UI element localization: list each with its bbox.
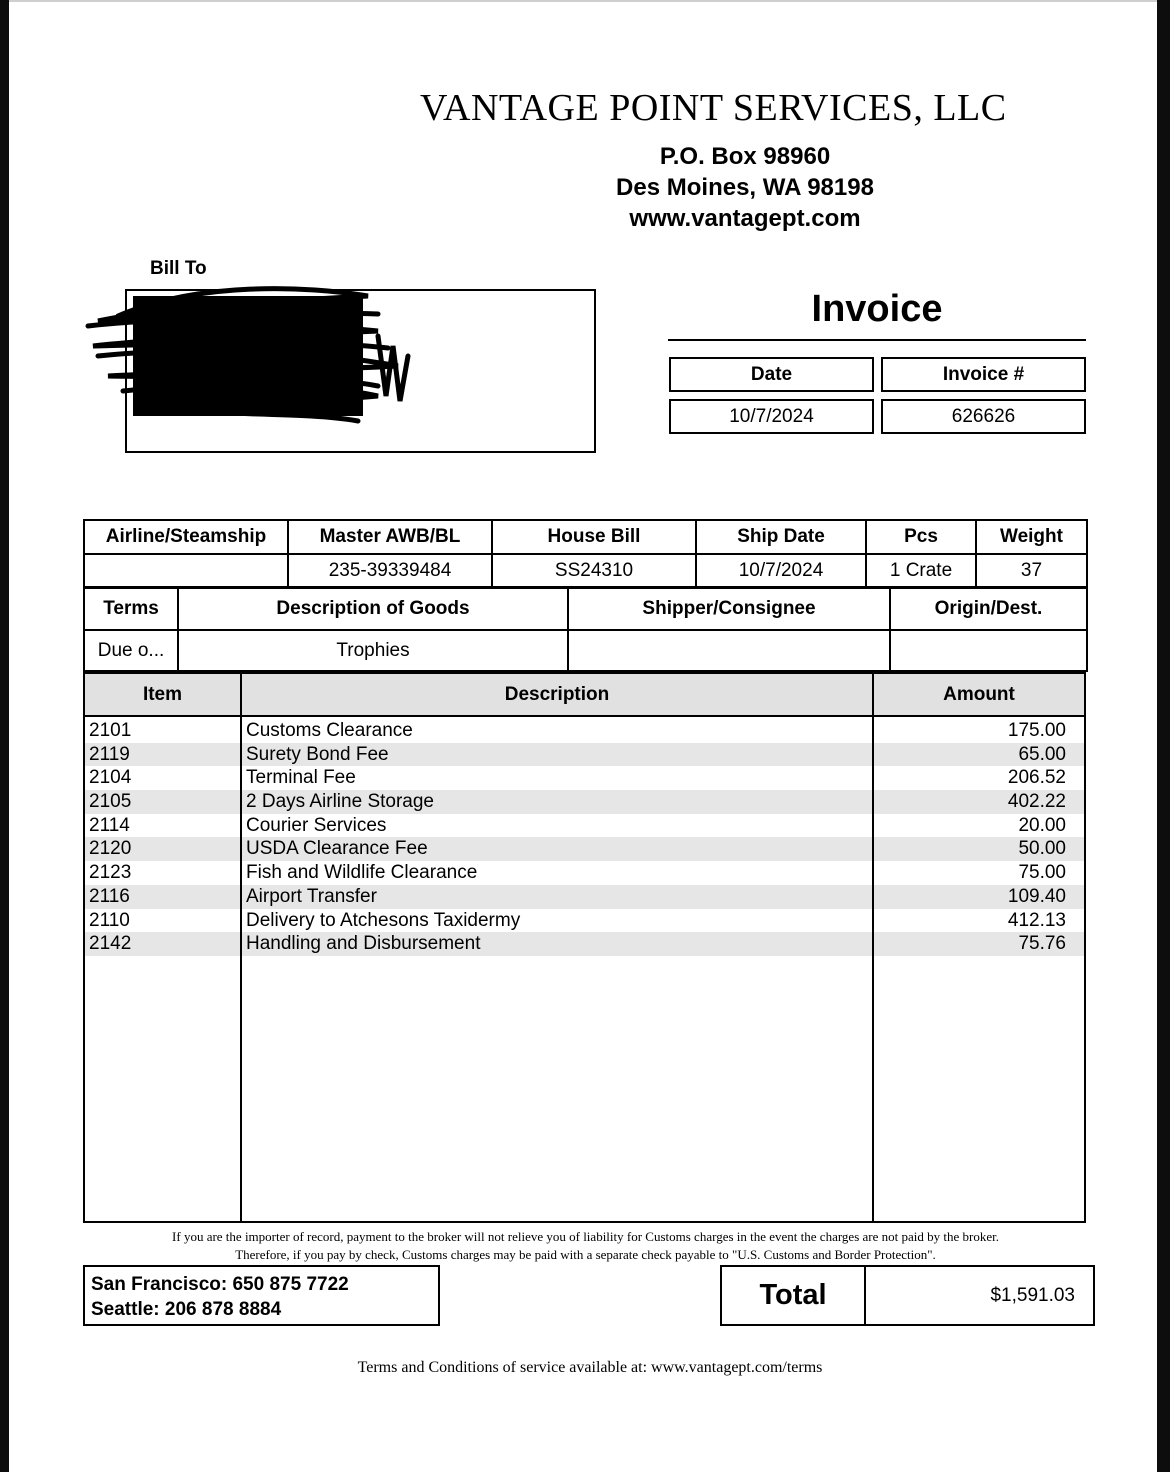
invoice-date: 10/7/2024 (669, 399, 874, 434)
goods-header-description: Description of Goods (178, 588, 568, 630)
item-amount: 175.00 (1007, 720, 1066, 741)
shipment-pcs: 1 Crate (866, 554, 976, 587)
item-description: Delivery to Atchesons Taxidermy (246, 909, 521, 931)
goods-header-origin: Origin/Dest. (890, 588, 1087, 630)
item-code: 2105 (89, 791, 132, 813)
table-row (85, 932, 1084, 956)
item-description: USDA Clearance Fee (246, 838, 428, 860)
table-row (85, 743, 1084, 767)
shipment-header-master-awb: Master AWB/BL (288, 520, 492, 554)
shipment-header-weight: Weight (976, 520, 1087, 554)
items-divider-1 (240, 674, 242, 1221)
item-code: 2114 (89, 814, 130, 836)
item-amount: 65.00 (1018, 743, 1066, 765)
shipment-ship-date: 10/7/2024 (696, 554, 866, 587)
table-row (85, 814, 1084, 838)
redaction-scribble (78, 276, 418, 436)
item-description: Airport Transfer (246, 885, 377, 907)
table-row (85, 719, 1084, 743)
item-code: 2104 (89, 767, 132, 789)
company-address-line1: P.O. Box 98960 (659, 143, 831, 170)
item-code: 2110 (89, 909, 130, 931)
shipment-header-ship-date: Ship Date (696, 520, 866, 554)
items-divider-2 (872, 674, 874, 1221)
date-label: Date (669, 357, 874, 392)
shipment-master-awb: 235-39339484 (288, 554, 492, 587)
item-amount: 75.76 (1018, 933, 1066, 955)
top-border (9, 0, 1157, 2)
total-value: $1,591.03 (864, 1265, 1095, 1326)
shipment-airline (84, 554, 288, 587)
invoice-number: 626626 (881, 399, 1086, 434)
disclaimer-line1: If you are the importer of record, payment to the broker will not relieve you of liability for Customs charges in the event the charges are not paid by the broker. (172, 1229, 999, 1244)
item-amount: 20.00 (1018, 814, 1066, 836)
item-code: 2123 (89, 862, 132, 884)
item-code: 2142 (89, 933, 132, 955)
item-code: 2101 (89, 720, 132, 741)
item-description: Courier Services (246, 814, 387, 836)
goods-table (83, 587, 1088, 672)
table-row (85, 766, 1084, 790)
item-description: Customs Clearance (246, 720, 413, 741)
table-row (85, 885, 1084, 909)
disclaimer (83, 1228, 1088, 1264)
item-code: 2116 (89, 885, 130, 907)
item-description: 2 Days Airline Storage (246, 791, 434, 813)
item-amount: 50.00 (1018, 838, 1066, 860)
total-label: Total (720, 1265, 866, 1326)
item-description: Terminal Fee (246, 767, 356, 789)
invoice-number-label: Invoice # (881, 357, 1086, 392)
shipment-header-house-bill: House Bill (492, 520, 696, 554)
item-amount: 206.52 (1007, 767, 1066, 789)
shipment-header-airline: Airline/Steamship (84, 520, 288, 554)
item-description: Handling and Disbursement (246, 933, 481, 955)
item-amount: 75.00 (1018, 862, 1066, 884)
goods-header-shipper: Shipper/Consignee (568, 588, 890, 630)
item-amount: 402.22 (1007, 791, 1066, 813)
shipment-house-bill: SS24310 (492, 554, 696, 587)
table-row (85, 790, 1084, 814)
company-website: www.vantagept.com (629, 205, 861, 232)
item-code: 2120 (89, 838, 132, 860)
table-row (85, 861, 1084, 885)
invoice-title: Invoice (811, 288, 943, 330)
item-description: Fish and Wildlife Clearance (246, 862, 478, 884)
shipment-header-pcs: Pcs (866, 520, 976, 554)
phone-seattle: Seattle: 206 878 8884 (91, 1299, 282, 1320)
table-row (85, 837, 1084, 861)
left-border (0, 0, 9, 1472)
items-table (83, 672, 1086, 1223)
table-row (85, 909, 1084, 933)
shipment-table (83, 519, 1088, 588)
items-header-amount: Amount (943, 684, 1015, 705)
goods-header-terms: Terms (84, 588, 178, 630)
item-amount: 412.13 (1007, 909, 1066, 931)
goods-description: Trophies (178, 630, 568, 671)
item-code: 2119 (89, 743, 130, 765)
invoice-rule (668, 339, 1086, 341)
goods-origin (890, 630, 1087, 671)
items-header-description: Description (504, 684, 610, 705)
right-border (1157, 0, 1170, 1472)
shipment-weight: 37 (976, 554, 1087, 587)
terms-footer: Terms and Conditions of service available at: www.vantagept.com/terms (357, 1359, 823, 1376)
goods-shipper (568, 630, 890, 671)
items-header (85, 674, 1084, 717)
item-amount: 109.40 (1007, 885, 1066, 907)
disclaimer-line2: Therefore, if you pay by check, Customs charges may be paid with a separate check payable to "U.S. Customs and Border Protection". (235, 1247, 936, 1262)
items-rows (85, 719, 1084, 956)
items-header-item: Item (142, 684, 183, 705)
phone-box (83, 1265, 440, 1326)
bill-to-label: Bill To (150, 258, 207, 279)
phone-san-francisco: San Francisco: 650 875 7722 (91, 1274, 349, 1295)
goods-terms: Due o... (84, 630, 178, 671)
item-description: Surety Bond Fee (246, 743, 389, 765)
company-address-line2: Des Moines, WA 98198 (616, 174, 874, 201)
company-name: VANTAGE POINT SERVICES, LLC (420, 87, 1007, 129)
